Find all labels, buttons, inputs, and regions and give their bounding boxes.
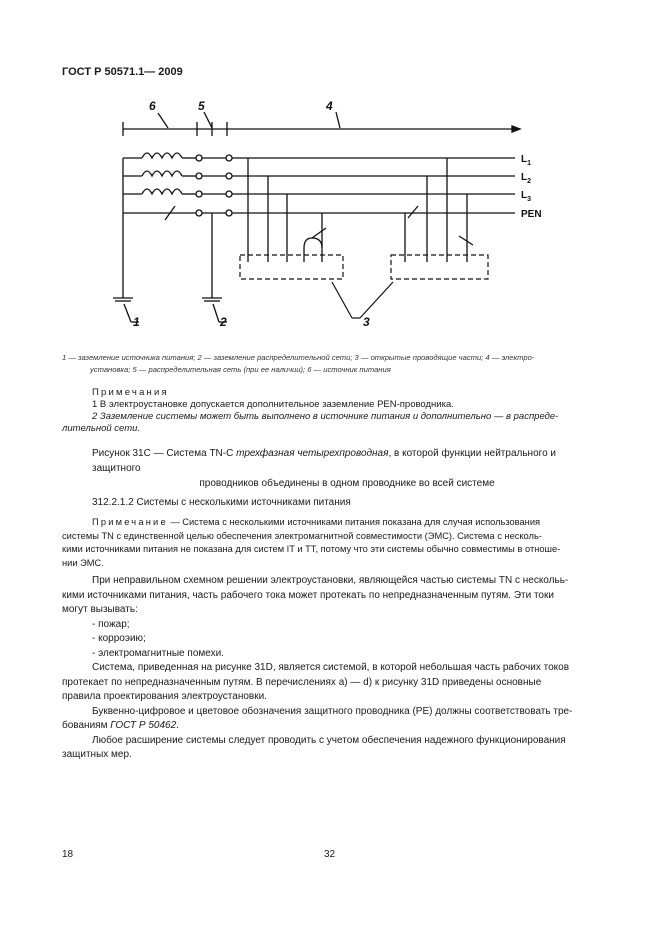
note-2b: лительной сети.	[62, 423, 141, 434]
para-3b	[62, 719, 607, 734]
svg-text:L2: $L_2$	[521, 172, 532, 185]
notes-heading: Примечания	[92, 387, 169, 398]
figure-caption	[92, 446, 602, 491]
exposed-part-1	[240, 255, 343, 279]
label-1: 1	[133, 315, 140, 329]
label-5: 5	[198, 99, 205, 113]
label-4: 4	[326, 99, 333, 113]
label-l3: L	[521, 190, 528, 201]
para-1b: кими источниками питания, часть рабочего тока может протекать по непредназначенным путям. Эти токи	[62, 589, 554, 601]
section-title: 312.2.1.2 Системы с несколькими источниками питания	[92, 497, 351, 508]
note-2a: 2 Заземление системы может быть выполнено в источнике питания и дополнительно — в распреде-	[92, 411, 559, 422]
caption-italic: трехфазная четырехпроводная	[236, 448, 389, 459]
caption-prefix: Рисунок 31С — Система TN-C	[92, 448, 237, 459]
note-line-3: кими источниками питания не показана для систем IT и TT, потому что эти системы обычно совместимы в отноше-	[62, 544, 561, 554]
note-line-2: системы TN с единственной целью обеспечения электромагнитной совместимости (ЭМС). Система с несколь-	[62, 530, 542, 541]
legend-line-2: установка; 5 — распределительная сеть (при ее наличии); 6 — источник питания	[90, 365, 391, 374]
circuit-diagram	[0, 0, 661, 345]
note-1: 1 В электроустановке допускается дополнительное заземление PEN-проводника.	[92, 399, 454, 410]
para-2c: правила проектирования электроустановки.	[62, 691, 267, 702]
label-3: 3	[363, 315, 370, 329]
para-2a: Система, приведенная на рисунке 31D, является системой, в которой небольшая часть рабочих токов	[92, 662, 570, 673]
label-2: 2	[220, 315, 227, 329]
para-3b-pre: бованиям	[62, 720, 111, 731]
note-line-1: — Система с несколькими источниками питания показана для случая использования	[167, 517, 541, 527]
para-1a: При неправильном схемном решении электроустановки, являющейся частью системы TN с нескольь-	[92, 575, 569, 586]
para-1c: могут вызывать:	[62, 604, 138, 615]
legend-line-1: 1 — заземление источника питания; 2 — заземление распределительной сети; 3 — открытые проводящие части; 4 — электро-	[62, 353, 535, 362]
svg-text:L3: $L_3$	[521, 190, 532, 203]
note-line-4: нии ЭМС.	[62, 557, 104, 568]
para-3b-post: .	[176, 720, 179, 731]
svg-text:L1: $L_1$	[521, 154, 532, 167]
para-4b: защитных мер.	[62, 749, 132, 760]
label-l1: L	[521, 154, 528, 165]
figure-legend	[62, 352, 602, 376]
page-number-center: 32	[324, 849, 336, 860]
page-number-left: 18	[62, 849, 74, 860]
caption-rest: , в которой функции нейтрального и защитного	[92, 448, 556, 474]
label-l2: L	[521, 172, 528, 183]
document-header: ГОСТ Р 50571.1— 2009	[62, 66, 183, 78]
caption-line-2: проводников объединены в одном проводнике во всей системе	[199, 478, 495, 489]
note-label: Примечание	[92, 517, 168, 527]
bullet-1: - пожар;	[92, 618, 130, 630]
bullet-3: - электромагнитные помехи.	[92, 647, 224, 659]
body-text	[62, 574, 607, 763]
label-pen: PEN	[521, 209, 542, 220]
para-3b-ref: ГОСТ Р 50462	[110, 720, 177, 731]
para-2b: протекает по непредназначенным путям. В перечислениях а) — d) к рисунку 31D приведены основные	[62, 676, 542, 688]
bullet-2: - корроэию;	[92, 633, 146, 644]
note-block	[62, 516, 602, 570]
para-4a: Любое расширение системы следует проводить с учетом обеспечения надежного функционирования	[92, 734, 566, 746]
para-3a: Буквенно-цифровое и цветовое обозначения защитного проводника (РЕ) должны соответствовать тре-	[92, 705, 573, 717]
label-6: 6	[149, 99, 156, 113]
